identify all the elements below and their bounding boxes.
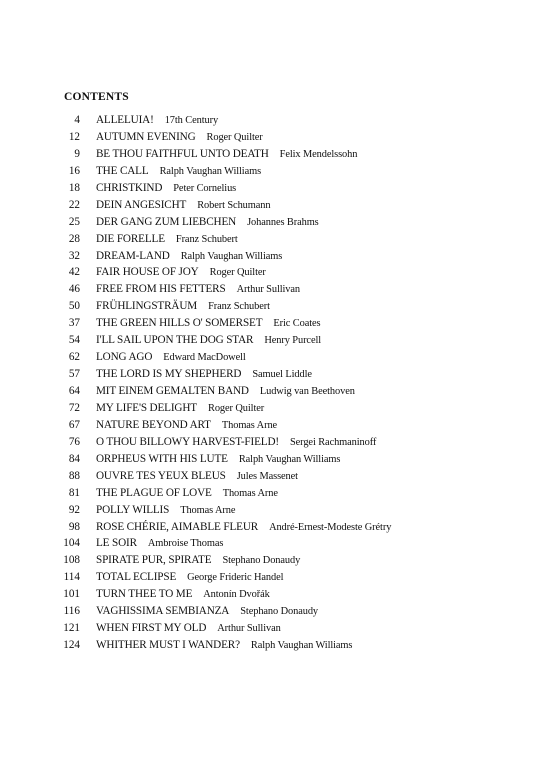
entry-page-number: 28 (68, 232, 80, 245)
contents-list (0, 113, 560, 655)
contents-entry (0, 570, 560, 587)
entry-page-number: 18 (68, 181, 80, 194)
entry-line (96, 520, 391, 535)
entry-line (96, 401, 264, 416)
entry-page-number: 50 (68, 300, 80, 313)
entry-line (96, 333, 321, 348)
entry-page-number: 4 (74, 114, 80, 126)
entry-page-number: 62 (68, 351, 80, 364)
entry-song-title: MIT EINEM GEMALTEN BAND (96, 385, 249, 397)
entry-page-number: 25 (68, 215, 80, 228)
contents-entry (0, 418, 560, 435)
entry-composer: George Frideric Handel (187, 572, 284, 584)
entry-line (96, 486, 278, 501)
contents-entry (0, 384, 560, 401)
contents-entry (0, 130, 560, 147)
entry-song-title: THE CALL (96, 164, 149, 177)
contents-entry (0, 553, 560, 570)
entry-page-number: 72 (68, 401, 80, 414)
entry-song-title: SPIRATE PUR, SPIRATE (96, 554, 212, 567)
contents-entry (0, 401, 560, 418)
entry-line (96, 198, 270, 213)
entry-composer: Roger Quilter (206, 131, 263, 143)
entry-page-number: 22 (68, 198, 80, 211)
entry-line (96, 299, 270, 314)
entry-composer: Ludwig van Beethoven (259, 386, 355, 397)
entry-song-title: I'LL SAIL UPON THE DOG STAR (96, 334, 254, 347)
entry-song-title: LONG AGO (96, 351, 153, 364)
entry-composer: Franz Schubert (175, 233, 238, 245)
entry-song-title: NATURE BEYOND ART (96, 418, 211, 431)
entry-song-title: TURN THEE TO ME (96, 588, 193, 601)
entry-page-number: 9 (74, 147, 80, 160)
entry-composer: Thomas Arne (221, 419, 278, 431)
entry-song-title: BE THOU FAITHFUL UNTO DEATH (96, 147, 269, 160)
contents-entry (0, 587, 560, 604)
entry-song-title: DER GANG ZUM LIEBCHEN (96, 215, 237, 228)
entry-page-number: 108 (63, 554, 80, 567)
entry-song-title: LE SOIR (96, 537, 137, 550)
entry-composer: Stephano Donaudy (222, 555, 301, 567)
entry-composer: Arthur Sullivan (217, 623, 281, 635)
entry-song-title: DREAM-LAND (96, 249, 170, 262)
entry-composer: Felix Mendelssohn (279, 148, 358, 160)
entry-line (96, 452, 340, 467)
entry-line (96, 316, 321, 331)
entry-composer: Samuel Liddle (252, 369, 312, 381)
entry-line (96, 350, 246, 365)
entry-line (96, 553, 300, 568)
contents-entry (0, 198, 560, 215)
entry-page-number: 76 (68, 435, 80, 448)
entry-page-number: 104 (63, 537, 80, 550)
entry-line (96, 503, 235, 518)
contents-entry (0, 164, 560, 181)
entry-page-number: 121 (63, 622, 80, 635)
entry-composer: Thomas Arne (222, 487, 278, 499)
entry-line (96, 638, 352, 653)
entry-song-title: ORPHEUS WITH HIS LUTE (96, 452, 228, 465)
contents-entry (0, 367, 560, 384)
contents-entry (0, 435, 560, 452)
contents-entry (0, 299, 560, 316)
entry-song-title: ALLELUIA! (96, 114, 154, 126)
entry-song-title: THE LORD IS MY SHEPHERD (96, 368, 242, 381)
entry-line (96, 587, 270, 602)
entry-song-title: ROSE CHÉRIE, AIMABLE FLEUR (96, 520, 259, 533)
contents-heading: CONTENTS (64, 91, 129, 103)
entry-song-title: FAIR HOUSE OF JOY (96, 266, 199, 279)
entry-line (96, 265, 266, 280)
contents-entry (0, 181, 560, 198)
entry-song-title: THE PLAGUE OF LOVE (96, 486, 212, 499)
entry-composer: Robert Schumann (197, 199, 271, 211)
entry-line (96, 604, 318, 619)
entry-song-title: OUVRE TES YEUX BLEUS (96, 469, 226, 482)
entry-line (96, 435, 376, 450)
contents-entry (0, 452, 560, 469)
entry-composer: Ralph Vaughan Williams (250, 640, 353, 652)
entry-page-number: 16 (68, 164, 80, 177)
contents-entry (0, 350, 560, 367)
entry-composer: Ralph Vaughan Williams (159, 165, 262, 177)
entry-line (96, 164, 261, 179)
entry-song-title: WHITHER MUST I WANDER? (96, 639, 240, 652)
entry-line (96, 232, 238, 247)
contents-entry (0, 469, 560, 486)
entry-song-title: MY LIFE'S DELIGHT (96, 401, 197, 414)
entry-composer: Eric Coates (273, 318, 321, 330)
entry-song-title: TOTAL ECLIPSE (96, 571, 177, 584)
entry-song-title: VAGHISSIMA SEMBIANZA (96, 605, 230, 618)
contents-entry (0, 265, 560, 282)
contents-entry (0, 249, 560, 266)
entry-page-number: 42 (68, 266, 80, 279)
entry-song-title: DIE FORELLE (96, 232, 165, 245)
contents-entry (0, 113, 560, 130)
entry-page-number: 92 (68, 503, 80, 516)
contents-entry (0, 486, 560, 503)
entry-page-number: 116 (63, 605, 80, 618)
entry-page-number: 46 (68, 283, 80, 296)
entry-line (96, 282, 300, 297)
contents-entry (0, 503, 560, 520)
contents-entry (0, 215, 560, 232)
entry-composer: Ralph Vaughan Williams (238, 453, 341, 465)
entry-composer: Peter Cornelius (173, 182, 237, 194)
entry-composer: Ralph Vaughan Williams (180, 250, 283, 262)
entry-song-title: FRÜHLINGSTRÄUM (96, 300, 198, 313)
entry-page-number: 124 (63, 639, 80, 652)
entry-line (96, 215, 319, 230)
contents-entry (0, 147, 560, 164)
entry-line (96, 249, 282, 264)
entry-composer: André-Ernest-Modeste Grétry (269, 521, 392, 533)
entry-composer: Antonín Dvořák (203, 589, 270, 601)
entry-page-number: 67 (68, 418, 80, 431)
contents-entry (0, 520, 560, 537)
entry-page-number: 84 (68, 452, 80, 465)
entry-song-title: DEIN ANGESICHT (96, 198, 187, 211)
entry-line (96, 621, 281, 636)
entry-composer: Stephano Donaudy (240, 606, 319, 618)
entry-line (96, 147, 357, 162)
contents-entry (0, 282, 560, 299)
entry-composer: Edward MacDowell (163, 352, 246, 364)
entry-song-title: FREE FROM HIS FETTERS (96, 283, 226, 296)
entry-composer: Arthur Sullivan (236, 284, 301, 296)
contents-entry (0, 316, 560, 333)
entry-song-title: AUTUMN EVENING (96, 130, 196, 143)
contents-entry (0, 604, 560, 621)
entry-page-number: 98 (68, 520, 80, 533)
contents-entry (0, 638, 560, 655)
entry-line (96, 367, 312, 382)
entry-composer: Henry Purcell (264, 335, 322, 347)
entry-composer: Ambroise Thomas (147, 538, 224, 550)
entry-line (96, 469, 298, 484)
contents-entry (0, 232, 560, 249)
entry-song-title: POLLY WILLIS (96, 503, 170, 516)
entry-page-number: 37 (68, 317, 80, 330)
contents-entry (0, 536, 560, 553)
entry-page-number: 12 (68, 130, 80, 143)
entry-line (96, 536, 223, 551)
entry-page-number: 81 (68, 486, 80, 499)
entry-page-number: 32 (68, 249, 80, 262)
entry-page-number: 101 (63, 588, 80, 601)
contents-entry (0, 621, 560, 638)
entry-page-number: 54 (68, 334, 80, 347)
entry-line (96, 384, 355, 399)
entry-line (96, 418, 277, 433)
entry-composer: Roger Quilter (209, 267, 266, 279)
entry-page-number: 88 (68, 469, 80, 482)
entry-composer: Jules Massenet (236, 470, 298, 482)
contents-entry (0, 333, 560, 350)
entry-line (96, 181, 236, 196)
entry-page-number: 57 (68, 368, 80, 381)
entry-song-title: WHEN FIRST MY OLD (96, 622, 207, 635)
entry-composer: Roger Quilter (207, 402, 265, 414)
entry-composer: Johannes Brahms (247, 216, 319, 228)
entry-song-title: THE GREEN HILLS O' SOMERSET (96, 317, 263, 330)
entry-song-title: CHRISTKIND (96, 181, 163, 194)
entry-page-number: 114 (63, 571, 80, 584)
entry-composer: Sergei Rachmaninoff (289, 436, 377, 448)
entry-composer: 17th Century (164, 115, 219, 126)
entry-composer: Franz Schubert (208, 301, 270, 313)
entry-composer: Thomas Arne (180, 504, 236, 516)
entry-song-title: O THOU BILLOWY HARVEST-FIELD! (96, 435, 279, 448)
entry-line (96, 130, 263, 145)
entry-page-number: 64 (68, 385, 80, 397)
entry-line (96, 113, 218, 128)
entry-line (96, 570, 283, 585)
